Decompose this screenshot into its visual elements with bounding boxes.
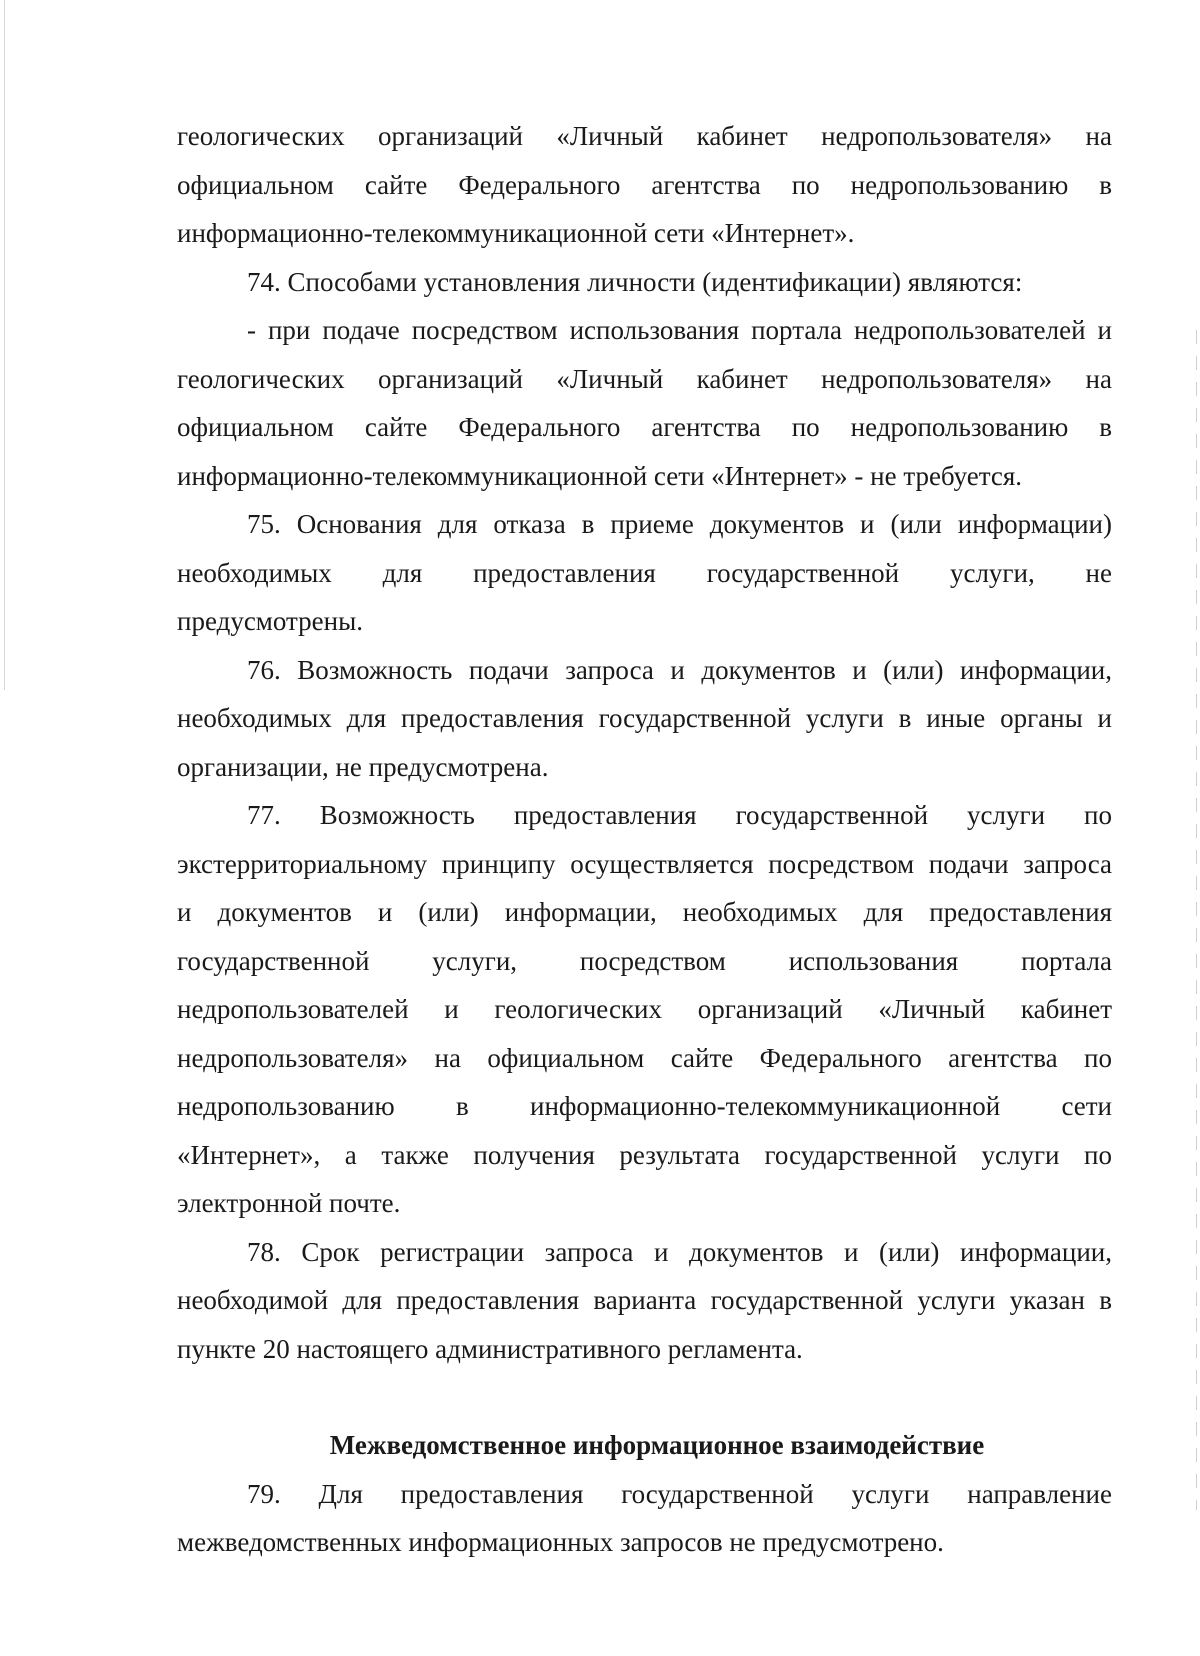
text-line: официальном сайте Федерального агентства по недропользованию в [177, 412, 1112, 442]
paragraph-76: 76. Возможность подачи запроса и документов и (или) информации, [247, 654, 1112, 685]
text-line: экстерриториальному принципу осуществляется посредством подачи запроса [177, 848, 1112, 879]
paragraph-77: 77. Возможность предоставления государственной услуги по [247, 800, 1112, 830]
paragraph-74: 74. Способами установления личности (идентификации) являются: [247, 266, 1023, 297]
section-spacer [177, 1373, 1112, 1421]
text-line: «Интернет», а также получения результата государственной услуги по [177, 1139, 1112, 1170]
section-heading: Межведомственное информационное взаимодействие [329, 1430, 985, 1460]
text-line: недропользователя» на официальном сайте Федерального агентства по [177, 1042, 1112, 1073]
text-line: межведомственных информационных запросов не предусмотрено. [177, 1527, 944, 1557]
text-line: геологических организаций «Личный кабинет недропользователя» на [177, 363, 1112, 394]
text-line: необходимых для предоставления государственной услуги, не [177, 557, 1112, 588]
paragraph-79: 79. Для предоставления государственной услуги направление [247, 1478, 1112, 1509]
paragraph-75: 75. Основания для отказа в приеме документов и (или информации) [247, 509, 1112, 539]
text-line: недропользователей и геологических организаций «Личный кабинет [177, 994, 1112, 1024]
text-line: геологических организаций «Личный кабинет недропользователя» на [177, 121, 1112, 151]
document-body [177, 112, 1112, 1567]
text-line: официальном сайте Федерального агентства по недропользованию в [177, 169, 1112, 200]
text-line: информационно-телекоммуникационной сети «Интернет» - не требуется. [177, 460, 1023, 491]
text-line: - при подаче посредством использования портала недропользователей и [247, 315, 1112, 345]
text-line: необходимых для предоставления государственной услуги в иные органы и [177, 703, 1112, 733]
text-line: предусмотрены. [177, 606, 363, 636]
paragraph-78: 78. Срок регистрации запроса и документов и (или) информации, [247, 1236, 1112, 1267]
text-line: государственной услуги, посредством использования портала [177, 945, 1112, 976]
text-line: информационно-телекоммуникационной сети «Интернет». [177, 218, 855, 248]
scan-right-edge [1196, 330, 1197, 1510]
text-line: электронной почте. [177, 1188, 401, 1218]
text-line: недропользованию в информационно-телекоммуникационной сети [177, 1091, 1112, 1121]
text-line: необходимой для предоставления варианта государственной услуги указан в [177, 1285, 1112, 1315]
text-line: организации, не предусмотрена. [177, 751, 549, 782]
scan-left-edge [4, 0, 5, 690]
text-line: и документов и (или) информации, необходимых для предоставления [177, 897, 1112, 927]
text-line: пункте 20 настоящего административного регламента. [177, 1333, 803, 1364]
